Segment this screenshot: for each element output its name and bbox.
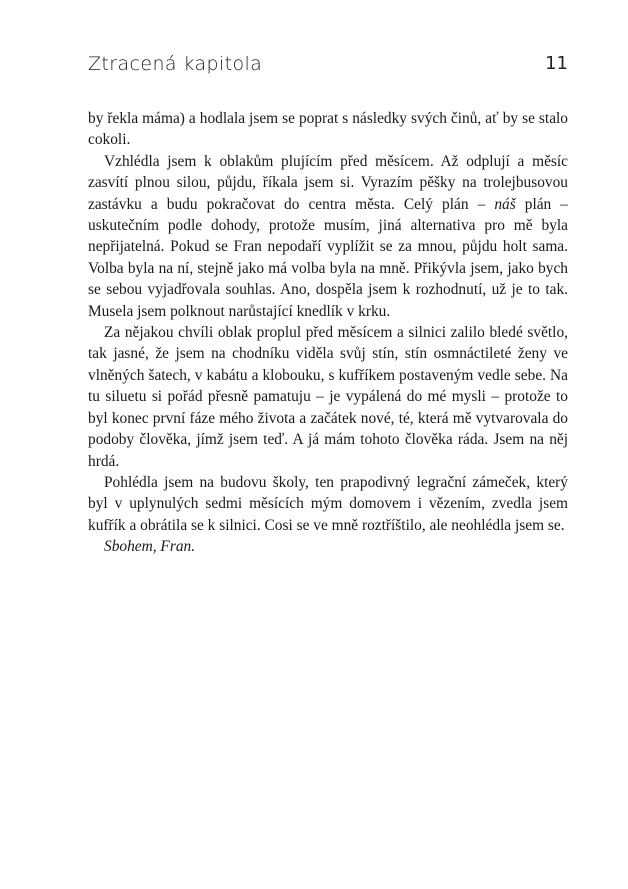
closing-line bbox=[88, 536, 568, 557]
text-run: Za nějakou chvíli oblak proplul před měsícem a silnici zalilo bledé světlo, tak jasné, že jsem na chodníku viděla svůj stín, stín osmnáctileté ženy ve vlněných šatech, v kabátu a klobouku, s kufříkem postaveným vedle sebe. Na tu siluetu si pořád přesně pamatuju – je vypálená do mé mysli – protože to byl konec první fáze mého života a začátek nové, té, která mě vytvarovala do podoby člověka, jímž jsem teď. A já mám tohoto člověka ráda. Jsem na něj hrdá. bbox=[88, 324, 568, 470]
text-run: Sbohem, Fran. bbox=[104, 538, 196, 556]
paragraph bbox=[88, 472, 568, 536]
chapter-title: Ztracená kapitola bbox=[88, 53, 263, 75]
running-header bbox=[88, 53, 568, 81]
paragraph bbox=[88, 151, 568, 322]
page-number: 11 bbox=[545, 53, 568, 74]
text-run: plán – uskutečním podle dohody, protože musím, jiná alternativa pro mě byla nepřijatelná. Pokud se Fran nepodaří vyplížit se za mnou, půjdu holt sama. Volba byla na ní, stejně jako má volba byla na mně. Přikývla jsem, jako bych se sebou vyjadřovala souhlas. Ano, dospěla jsem k rozhodnutí, už je to tak. Musela jsem polknout narůstající knedlík v krku. bbox=[88, 195, 568, 320]
emphasis-text: náš bbox=[494, 195, 516, 213]
paragraph bbox=[88, 108, 568, 151]
body-text bbox=[88, 108, 568, 558]
text-run: Vzhlédla jsem k oblakům plujícím před měsícem. Až odplují a měsíc zasvítí plnou silou, půjdu, říkala jsem si. Vyrazím pěšky na trolejbusovou zastávku a budu pokračovat do centra města. Celý plán – bbox=[88, 152, 568, 213]
text-run: Pohlédla jsem na budovu školy, ten prapodivný legrační zámeček, který byl v uplynulých sedmi měsících mým domovem i vězením, zvedla jsem kufřík a obrátila se k silnici. Cosi se ve mně roztříštilo, ale neohlédla jsem se. bbox=[88, 473, 568, 534]
text-run: by řekla máma) a hodlala jsem se poprat s následky svých činů, ať by se stalo cokoli. bbox=[88, 110, 568, 149]
paragraph bbox=[88, 322, 568, 472]
